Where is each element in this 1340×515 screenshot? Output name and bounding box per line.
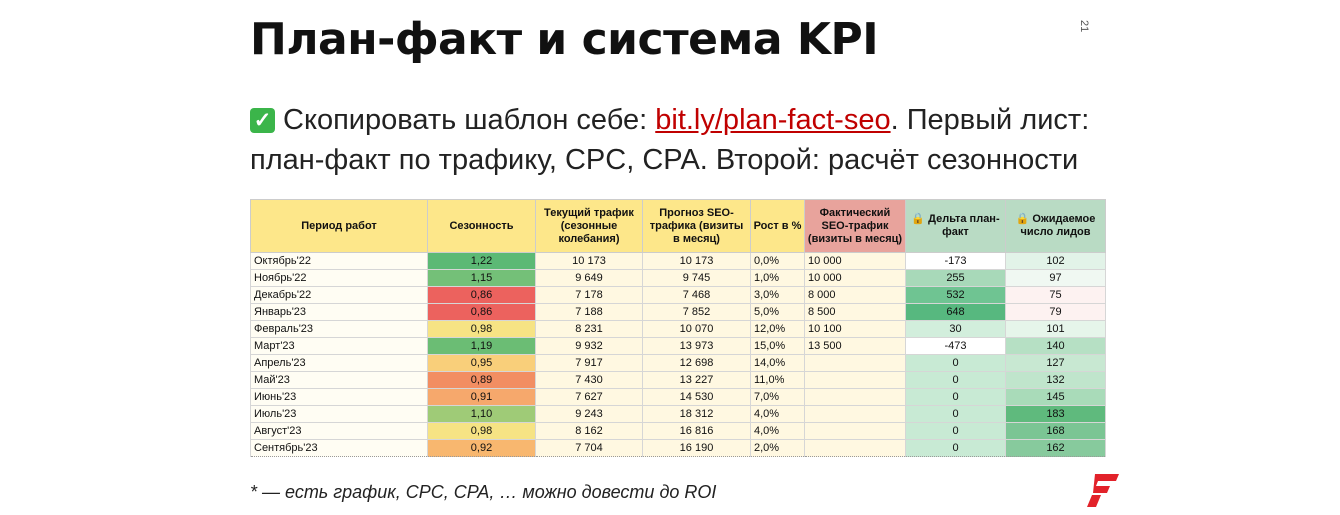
cell-forecast: 12 698 [643,355,751,372]
footnote: * — есть график, CPC, CPA, … можно довести до ROI [250,482,717,502]
cell-forecast: 10 173 [643,253,751,270]
cell-delta: -473 [906,338,1006,355]
cell-forecast: 13 973 [643,338,751,355]
cell-forecast: 16 816 [643,423,751,440]
cell-leads: 145 [1006,389,1106,406]
cell-current-traffic: 7 917 [536,355,643,372]
header-period: Период работ [251,200,428,253]
cell-actual [805,423,906,440]
cell-leads: 127 [1006,355,1106,372]
cell-seasonality: 1,15 [428,270,536,287]
subtitle-suffix: . Первый лист: план-факт по трафику, CPC, CPA. Второй: расчёт сезонности [250,104,1090,176]
cell-leads: 79 [1006,304,1106,321]
cell-period: Февраль'23 [251,321,428,338]
cell-leads: 140 [1006,338,1106,355]
cell-delta: 0 [906,406,1006,423]
cell-current-traffic: 7 178 [536,287,643,304]
cell-growth: 5,0% [751,304,805,321]
header-current-traffic: Текущий трафик (сезонные колебания) [536,200,643,253]
cell-growth: 15,0% [751,338,805,355]
cell-seasonality: 0,92 [428,440,536,457]
cell-actual: 10 000 [805,253,906,270]
cell-delta: 0 [906,423,1006,440]
cell-actual: 10 000 [805,270,906,287]
cell-growth: 4,0% [751,423,805,440]
cell-actual: 8 000 [805,287,906,304]
table-row [251,338,1106,355]
table-row [251,389,1106,406]
cell-forecast: 13 227 [643,372,751,389]
table-row [251,423,1106,440]
cell-period: Июль'23 [251,406,428,423]
cell-current-traffic: 9 932 [536,338,643,355]
header-seasonality: Сезонность [428,200,536,253]
cell-growth: 11,0% [751,372,805,389]
cell-forecast: 7 468 [643,287,751,304]
cell-leads: 102 [1006,253,1106,270]
cell-delta: 255 [906,270,1006,287]
cell-delta: 0 [906,372,1006,389]
header-growth: Рост в % [751,200,805,253]
cell-leads: 168 [1006,423,1106,440]
cell-seasonality: 0,98 [428,423,536,440]
cell-period: Июнь'23 [251,389,428,406]
cell-leads: 183 [1006,406,1106,423]
cell-current-traffic: 8 162 [536,423,643,440]
cell-current-traffic: 7 430 [536,372,643,389]
cell-seasonality: 1,10 [428,406,536,423]
cell-seasonality: 1,22 [428,253,536,270]
header-delta: 🔒 Дельта план-факт [906,200,1006,253]
cell-seasonality: 0,98 [428,321,536,338]
cell-growth: 2,0% [751,440,805,457]
cell-leads: 97 [1006,270,1106,287]
table-row [251,253,1106,270]
header-forecast: Прогноз SEO-трафика (визиты в месяц) [643,200,751,253]
header-leads: 🔒 Ожидаемое число лидов [1006,200,1106,253]
cell-forecast: 9 745 [643,270,751,287]
cell-current-traffic: 9 243 [536,406,643,423]
table-row [251,372,1106,389]
cell-actual: 8 500 [805,304,906,321]
cell-period: Март'23 [251,338,428,355]
table-row [251,270,1106,287]
cell-delta: -173 [906,253,1006,270]
cell-forecast: 10 070 [643,321,751,338]
cell-delta: 0 [906,355,1006,372]
cell-period: Декабрь'22 [251,287,428,304]
cell-forecast: 18 312 [643,406,751,423]
cell-seasonality: 0,95 [428,355,536,372]
table-row [251,287,1106,304]
cell-forecast: 7 852 [643,304,751,321]
brand-logo-icon [1086,472,1120,508]
cell-leads: 75 [1006,287,1106,304]
cell-current-traffic: 7 704 [536,440,643,457]
cell-period: Август'23 [251,423,428,440]
cell-seasonality: 1,19 [428,338,536,355]
table-row [251,440,1106,457]
cell-growth: 14,0% [751,355,805,372]
cell-leads: 101 [1006,321,1106,338]
cell-seasonality: 0,91 [428,389,536,406]
cell-current-traffic: 7 188 [536,304,643,321]
cell-actual: 13 500 [805,338,906,355]
cell-growth: 12,0% [751,321,805,338]
template-link[interactable]: bit.ly/plan-fact-seo [655,104,891,136]
cell-current-traffic: 8 231 [536,321,643,338]
cell-growth: 4,0% [751,406,805,423]
cell-actual [805,389,906,406]
cell-period: Январь'23 [251,304,428,321]
slide-title: План-факт и система KPI [250,14,879,65]
cell-actual [805,406,906,423]
cell-actual [805,372,906,389]
cell-period: Апрель'23 [251,355,428,372]
cell-growth: 3,0% [751,287,805,304]
header-actual: Фактический SEO-трафик (визиты в месяц) [805,200,906,253]
plan-fact-table [250,199,1106,457]
cell-seasonality: 0,89 [428,372,536,389]
cell-growth: 0,0% [751,253,805,270]
slide-subtitle [250,100,1120,180]
cell-seasonality: 0,86 [428,304,536,321]
cell-leads: 132 [1006,372,1106,389]
subtitle-prefix: Скопировать шаблон себе: [283,104,656,136]
table-row [251,304,1106,321]
cell-period: Ноябрь'22 [251,270,428,287]
table-body [251,253,1106,457]
cell-delta: 648 [906,304,1006,321]
cell-current-traffic: 9 649 [536,270,643,287]
cell-period: Май'23 [251,372,428,389]
cell-seasonality: 0,86 [428,287,536,304]
table-row [251,355,1106,372]
table-row [251,321,1106,338]
table-header-row [251,200,1106,253]
cell-actual: 10 100 [805,321,906,338]
cell-delta: 532 [906,287,1006,304]
cell-growth: 7,0% [751,389,805,406]
cell-period: Сентябрь'23 [251,440,428,457]
cell-forecast: 16 190 [643,440,751,457]
cell-current-traffic: 7 627 [536,389,643,406]
cell-delta: 0 [906,440,1006,457]
cell-delta: 0 [906,389,1006,406]
cell-actual [805,440,906,457]
cell-forecast: 14 530 [643,389,751,406]
cell-delta: 30 [906,321,1006,338]
cell-current-traffic: 10 173 [536,253,643,270]
cell-period: Октябрь'22 [251,253,428,270]
check-mark-icon: ✓ [250,108,275,133]
cell-leads: 162 [1006,440,1106,457]
cell-actual [805,355,906,372]
cell-growth: 1,0% [751,270,805,287]
page-number: 21 [1078,20,1090,33]
table-row [251,406,1106,423]
